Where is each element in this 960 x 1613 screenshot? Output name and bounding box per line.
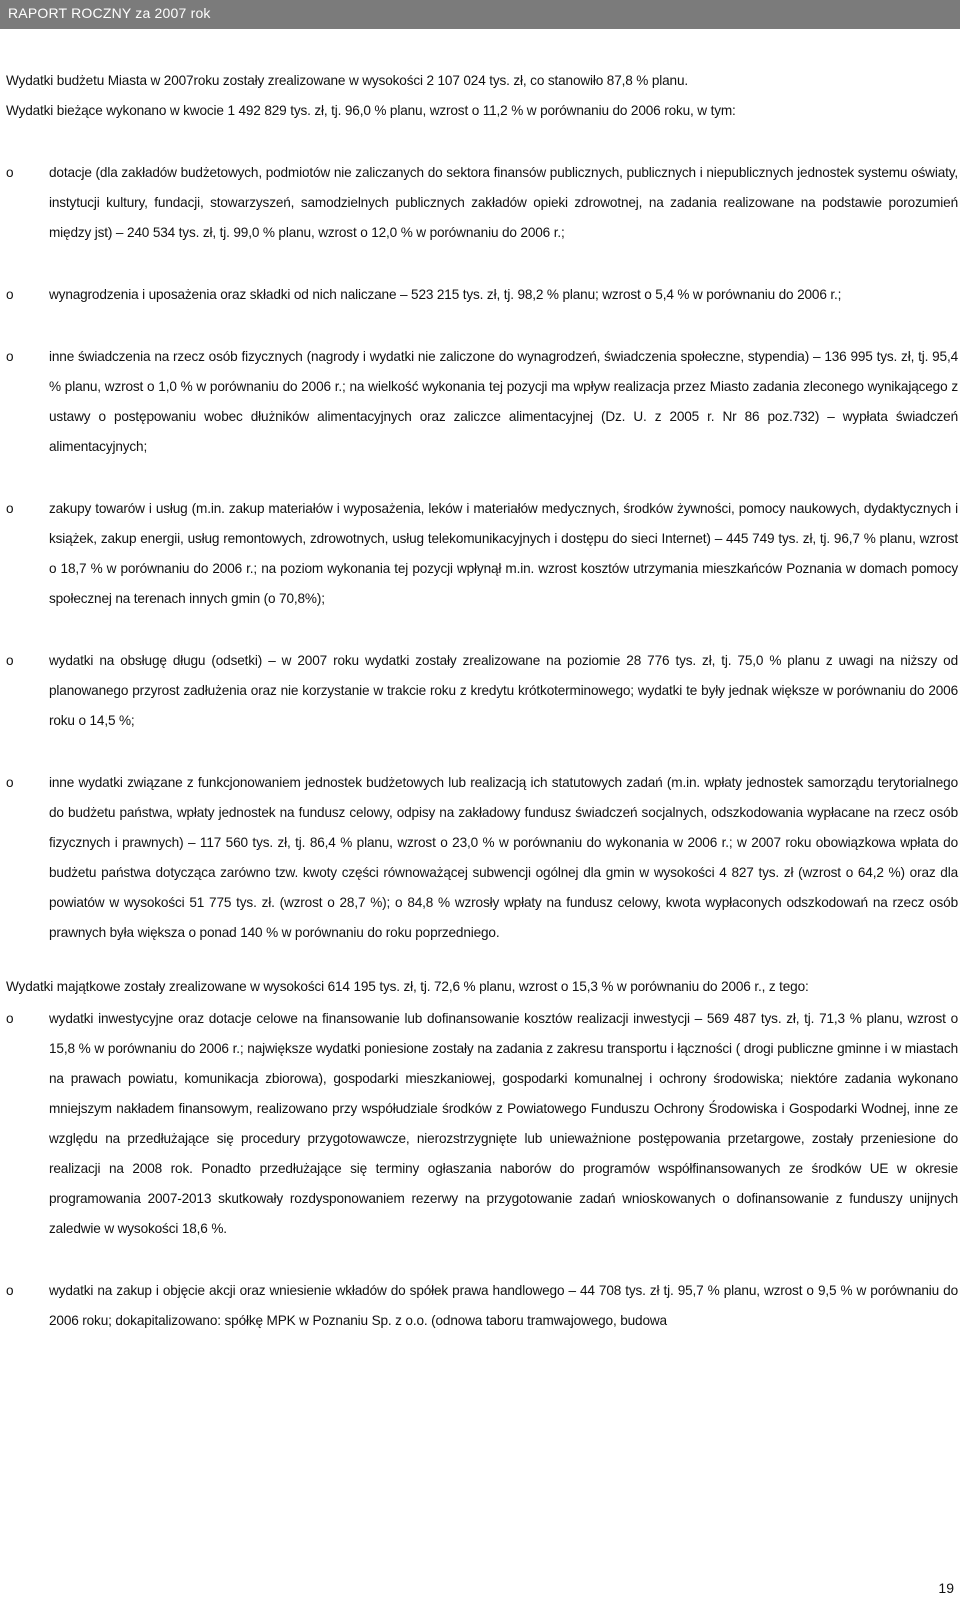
page-header xyxy=(0,0,960,29)
list-item-obsluga-dlugu xyxy=(6,646,958,736)
list-item-text: inne świadczenia na rzecz osób fizycznych (nagrody i wydatki nie zaliczone do wynagrodzeń, świadczenia społeczne, stypendia) – 136 995 tys. zł, tj. 95,4 % planu, wzrost o 1,0 % w porównaniu do 2006 r.; na wielkość wykonania tej pozycji ma wpływ realizacja przez Miasto zadania zleconego wynikającego z ustawy o postępowaniu wobec dłużników alimentacyjnych oraz zaliczce alimentacyjnej (Dz. U. z 2005 r. Nr 86 poz.732) – wypłata świadczeń alimentacyjnych; xyxy=(49,349,958,454)
list-item-text: wydatki inwestycyjne oraz dotacje celowe na finansowanie lub dofinansowanie kosztów realizacji inwestycji – 569 487 tys. zł, tj. 71,3 % planu, wzrost o 15,8 % w porównaniu do 2006 r.; największe wydatki poniesione zostały na zadania z zakresu transportu i łączności ( drogi publiczne gminne i w miastach na prawach powiatu, komunikacja zbiorowa), gospodarki mieszkaniowej, gospodarki komunalnej i ochrony środowiska; niektóre zadania wykonano mniejszym nakładem finansowym, realizowano przy współudziale środków z Powiatowego Funduszu Ochrony Środowiska i Gospodarki Wodnej, inne ze względu na przedłużające się procedury przygotowawcze, nierozstrzygnięte lub unieważnione postępowania przetargowe, zostały przeniesione do realizacji na 2008 rok. Ponadto przedłużające się terminy ogłaszania naborów do programów współfinansowanych ze środków UE w okresie programowania 2007-2013 skutkowały rozdysponowaniem rezerwy na przygotowanie zadań wnioskowanych o dofinansowanie z funduszy unijnych zaledwie w wysokości 18,6 %. xyxy=(49,1011,958,1236)
list-item-text: wydatki na obsługę długu (odsetki) – w 2007 roku wydatki zostały zrealizowane na poziomie 28 776 tys. zł, tj. 75,0 % planu z uwagi na niższy od planowanego przyrost zadłużenia oraz nie korzystanie w trakcie roku z kredytu krótkoterminowego; wydatki te były jednak większe w porównaniu do 2006 roku o 14,5 %; xyxy=(49,653,958,728)
bullet-marker: o xyxy=(6,287,14,302)
bullet-marker: o xyxy=(6,165,14,180)
list-item-dotacje xyxy=(6,158,958,248)
report-title: RAPORT ROCZNY za 2007 rok xyxy=(8,5,211,21)
list-item-inwestycje xyxy=(6,1004,958,1244)
list-item-text: wynagrodzenia i uposażenia oraz składki od nich naliczane – 523 215 tys. zł, tj. 98,2 % planu; wzrost o 5,4 % w porównaniu do 2006 r.; xyxy=(49,287,842,302)
list-item-zakupy xyxy=(6,494,958,614)
bullet-marker: o xyxy=(6,1283,14,1298)
bullet-marker: o xyxy=(6,775,14,790)
list-item-text: wydatki na zakup i objęcie akcji oraz wniesienie wkładów do spółek prawa handlowego – 44 708 tys. zł tj. 95,7 % planu, wzrost o 9,5 % w porównaniu do 2006 roku; dokapitalizowano: spółkę MPK w Poznaniu Sp. z o.o. (odnowa taboru tramwajowego, budowa xyxy=(49,1283,958,1328)
bullet-marker: o xyxy=(6,653,14,668)
list-item-text: zakupy towarów i usług (m.in. zakup materiałów i wyposażenia, leków i materiałów medycznych, środków żywności, pomocy naukowych, dydaktycznych i książek, zakup energii, usług remontowych, zdrowotnych, usług telekomunikacyjnych i dostępu do sieci Internet) – 445 749 tys. zł, tj. 96,7 % planu, wzrost o 18,7 % w porównaniu do 2006 r.; na poziom wykonania tej pozycji wpłynął m.in. wzrost kosztów utrzymania mieszkańców Poznania w domach pomocy społecznej na terenach innych gmin (o 70,8%); xyxy=(49,501,958,606)
list-item-wynagrodzenia xyxy=(6,280,958,310)
intro-line-total: Wydatki budżetu Miasta w 2007roku zostały zrealizowane w wysokości 2 107 024 tys. zł, co stanowiło 87,8 % planu. xyxy=(6,73,688,88)
list-item-text: dotacje (dla zakładów budżetowych, podmiotów nie zaliczanych do sektora finansów publicznych, publicznych i niepublicznych jednostek systemu oświaty, instytucji kultury, fundacji, stowarzyszeń, samodzielnych publicznych zakładów opieki zdrowotnej, na zadania realizowane na podstawie porozumień między jst) – 240 534 tys. zł, tj. 99,0 % planu, wzrost o 12,0 % w porównaniu do 2006 r.; xyxy=(49,165,958,240)
list-item-inne-wydatki xyxy=(6,768,958,948)
list-item-swiadczenia xyxy=(6,342,958,462)
page-number: 19 xyxy=(938,1580,954,1596)
bullet-marker: o xyxy=(6,501,14,516)
bullet-marker: o xyxy=(6,1011,14,1026)
list-item-text: inne wydatki związane z funkcjonowaniem jednostek budżetowych lub realizacją ich statutowych zadań (m.in. wpłaty jednostek samorządu terytorialnego do budżetu państwa, wpłaty jednostek na fundusz celowy, odpisy na zakładowy fundusz świadczeń socjalnych, odszkodowania wypłacane na rzecz osób fizycznych i prawnych) – 117 560 tys. zł, tj. 86,4 % planu, wzrost o 23,0 % w porównaniu do wykonania w 2006 r.; w 2007 roku obowiązkowa wpłata do budżetu państwa dotycząca zarówno tzw. kwoty części równoważącej subwencji ogólnej dla gmin w wysokości 4 827 tys. zł (wzrost o 64,2 %) oraz dla powiatów w wysokości 51 775 tys. zł. (wzrost o 28,7 %); o 84,8 % wzrosły wpłaty na fundusz celowy, kwota wypłaconych odszkodowań na rzecz osób prawnych była większa o ponad 140 % w porównaniu do roku poprzedniego. xyxy=(49,775,958,940)
intro-line-current: Wydatki bieżące wykonano w kwocie 1 492 829 tys. zł, tj. 96,0 % planu, wzrost o 11,2 % w porównaniu do 2006 roku, w tym: xyxy=(6,103,736,118)
bullet-marker: o xyxy=(6,349,14,364)
list-item-akcje xyxy=(6,1276,958,1336)
document-body xyxy=(6,66,958,1336)
intro-paragraph xyxy=(6,66,958,126)
property-intro: Wydatki majątkowe zostały zrealizowane w wysokości 614 195 tys. zł, tj. 72,6 % planu, wzrost o 15,3 % w porównaniu do 2006 r., z tego: xyxy=(6,979,809,994)
